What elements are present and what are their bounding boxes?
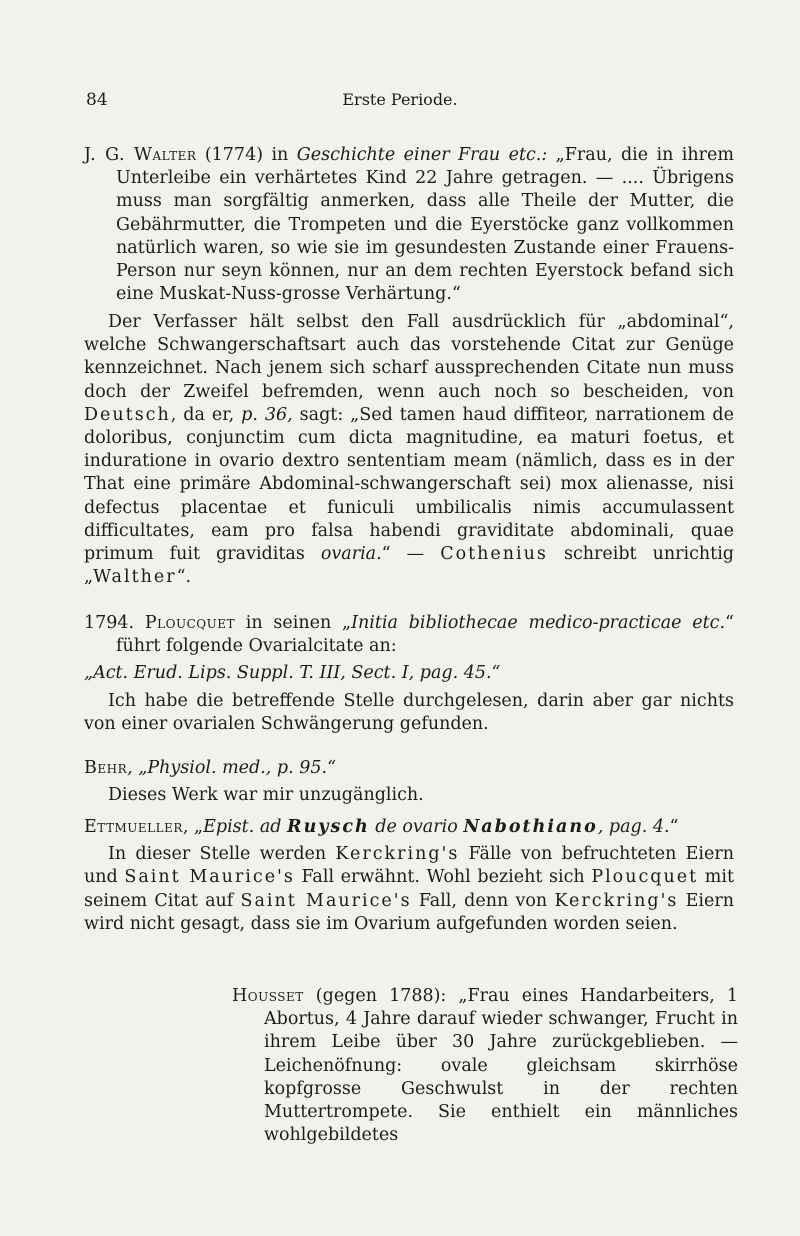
- ploucquet-year: 1794.: [84, 613, 145, 633]
- verfasser-p4: “ —: [381, 544, 441, 565]
- page-number: 84: [86, 90, 108, 110]
- name-cothenius: Cothenius: [440, 544, 548, 565]
- ploucquet-text: “ führt folgende Ovarialcitate an:: [116, 613, 734, 657]
- ettmueller-t2: Epist. ad: [203, 817, 288, 837]
- ettmueller-comment: [84, 843, 734, 936]
- ettmueller-t3: de ovario: [369, 817, 464, 837]
- verfasser-p3: sagt: „Sed tamen haud diffiteor, narrationem de doloribus, conjunctim cum dicta magnitudine, ea maturi foetus, et induratione in ovario dextro sententiam meam (nämlich, dass es in der That eine primäre Abdominal-schwangerschaft sei) mox alienasse, nisi defectus placentae et funiculi umbilicalis nimis accumulassent difficultates, eam pro falsa habendi graviditate abdominali, quae primum fuit graviditas: [84, 404, 734, 565]
- author-housset: Housset: [232, 986, 304, 1006]
- author-walter: J. G. Walter: [84, 145, 197, 165]
- ettmueller-t4: , pag. 4.: [597, 817, 670, 837]
- verfasser-p1: Der Verfasser hält selbst den Fall ausdrücklich für „abdominal“, welche Schwangerschaftsart auch das vorstehende Citat zur Genüge kennzeichnet. Nach jenem sich scharf aussprechenden Citate nun muss doch der Zweifel befremden, wenn auch noch so bescheiden, von: [84, 312, 734, 402]
- ploucquet-comment: Ich habe die betreffende Stelle durchgelesen, darin aber gar nichts von einer ovarialen Schwängerung gefunden.: [84, 690, 734, 734]
- ploucquet-paragraph: [84, 612, 734, 658]
- walter-year: (1774) in: [196, 145, 297, 165]
- name-kerckring-1: Kerckring's: [335, 844, 460, 865]
- ett-c6: Eiern wird nicht gesagt, dass sie im Ovarium aufgefunden worden seien.: [84, 890, 734, 934]
- verfasser-p5: schreibt unrichtig „: [84, 544, 735, 588]
- name-nabothiano: Nabothiano: [463, 817, 598, 837]
- verfasser-p2: , da er,: [170, 404, 242, 425]
- ploucquet-mid: in seinen „: [234, 613, 352, 633]
- name-ploucquet: Ploucquet: [591, 867, 699, 888]
- verfasser-p6: “.: [176, 567, 192, 588]
- ploucquet-work: Initia bibliothecae medico-practicae etc.: [351, 613, 726, 633]
- name-ruysch: Ruysch: [287, 817, 370, 837]
- name-walther: Walther: [93, 567, 177, 588]
- ettmueller-t1: , „: [182, 817, 204, 837]
- behr-line: [84, 757, 734, 780]
- walter-quote: „Frau, die in ihrem Unterleibe ein verhärtetes Kind 22 Jahre getragen. — .... Übrigens muss man sorgfältig anmerken, dass alle Theile der Mutter, die Gebährmutter, die Trompeten und die Eyerstöcke ganz vollkommen natürlich waren, so wie sie im gesundesten Zustande einer Frauens-Person nur seyn können, nur an dem rechten Eyerstock befand sich eine Muskat-Nuss-grosse Verhärtung.“: [116, 145, 734, 305]
- author-ploucquet: Ploucquet: [144, 613, 235, 633]
- housset-text: (gegen 1788): „Frau eines Handarbeiters, 1 Abortus, 4 Jahre darauf wieder schwanger, Frucht in ihrem Leibe über 30 Jahre zurückgeblieben. — Leichenöfnung: ovale gleichsam skirrhöse kopfgrosse Geschwulst in der rechten Muttertrompete. Sie enthielt ein männliches wohlgebildetes: [264, 986, 738, 1146]
- behr-comment: Dieses Werk war mir unzugänglich.: [108, 785, 424, 806]
- ploucquet-entry: [84, 612, 734, 740]
- name-kerckring-2: Kerckring's: [554, 890, 679, 911]
- walter-work: Geschichte einer Frau etc.:: [296, 145, 548, 165]
- author-ettmueller: Ettmueller: [84, 817, 183, 837]
- ett-c3: Fall erwähnt. Wohl bezieht sich: [294, 867, 592, 888]
- ett-c1: In dieser Stelle werden: [108, 844, 336, 865]
- ovaria-word: ovaria.: [320, 544, 382, 565]
- ett-c2: Fälle von befruchteten Eiern und: [84, 844, 734, 888]
- housset-paragraph: [232, 985, 738, 1147]
- ettmueller-t5: “: [669, 817, 679, 837]
- name-saint-maurice-2: Saint Maurice's: [240, 890, 412, 911]
- verfasser-paragraph: [84, 311, 734, 593]
- ettmueller-entry: [84, 816, 734, 940]
- behr-ref: , „Physiol. med., p. 95.“: [127, 758, 337, 778]
- name-deutsch: Deutsch: [84, 404, 171, 425]
- behr-entry: [84, 757, 734, 811]
- ett-c5: Fall, denn von: [411, 890, 555, 911]
- author-behr: Behr: [84, 758, 128, 778]
- ref-p36: p. 36,: [241, 404, 293, 425]
- verfasser-text: [84, 311, 734, 589]
- walter-entry: [84, 144, 734, 310]
- walter-paragraph: [84, 144, 734, 306]
- housset-entry: [232, 985, 738, 1151]
- ettmueller-line: [84, 816, 734, 839]
- ett-c4: mit seinem Citat auf: [84, 867, 734, 911]
- name-saint-maurice-1: Saint Maurice's: [124, 867, 295, 888]
- running-head: Erste Periode.: [342, 90, 458, 109]
- ploucquet-cite: „Act. Erud. Lips. Suppl. T. III, Sect. I, pag. 45.“: [84, 663, 501, 684]
